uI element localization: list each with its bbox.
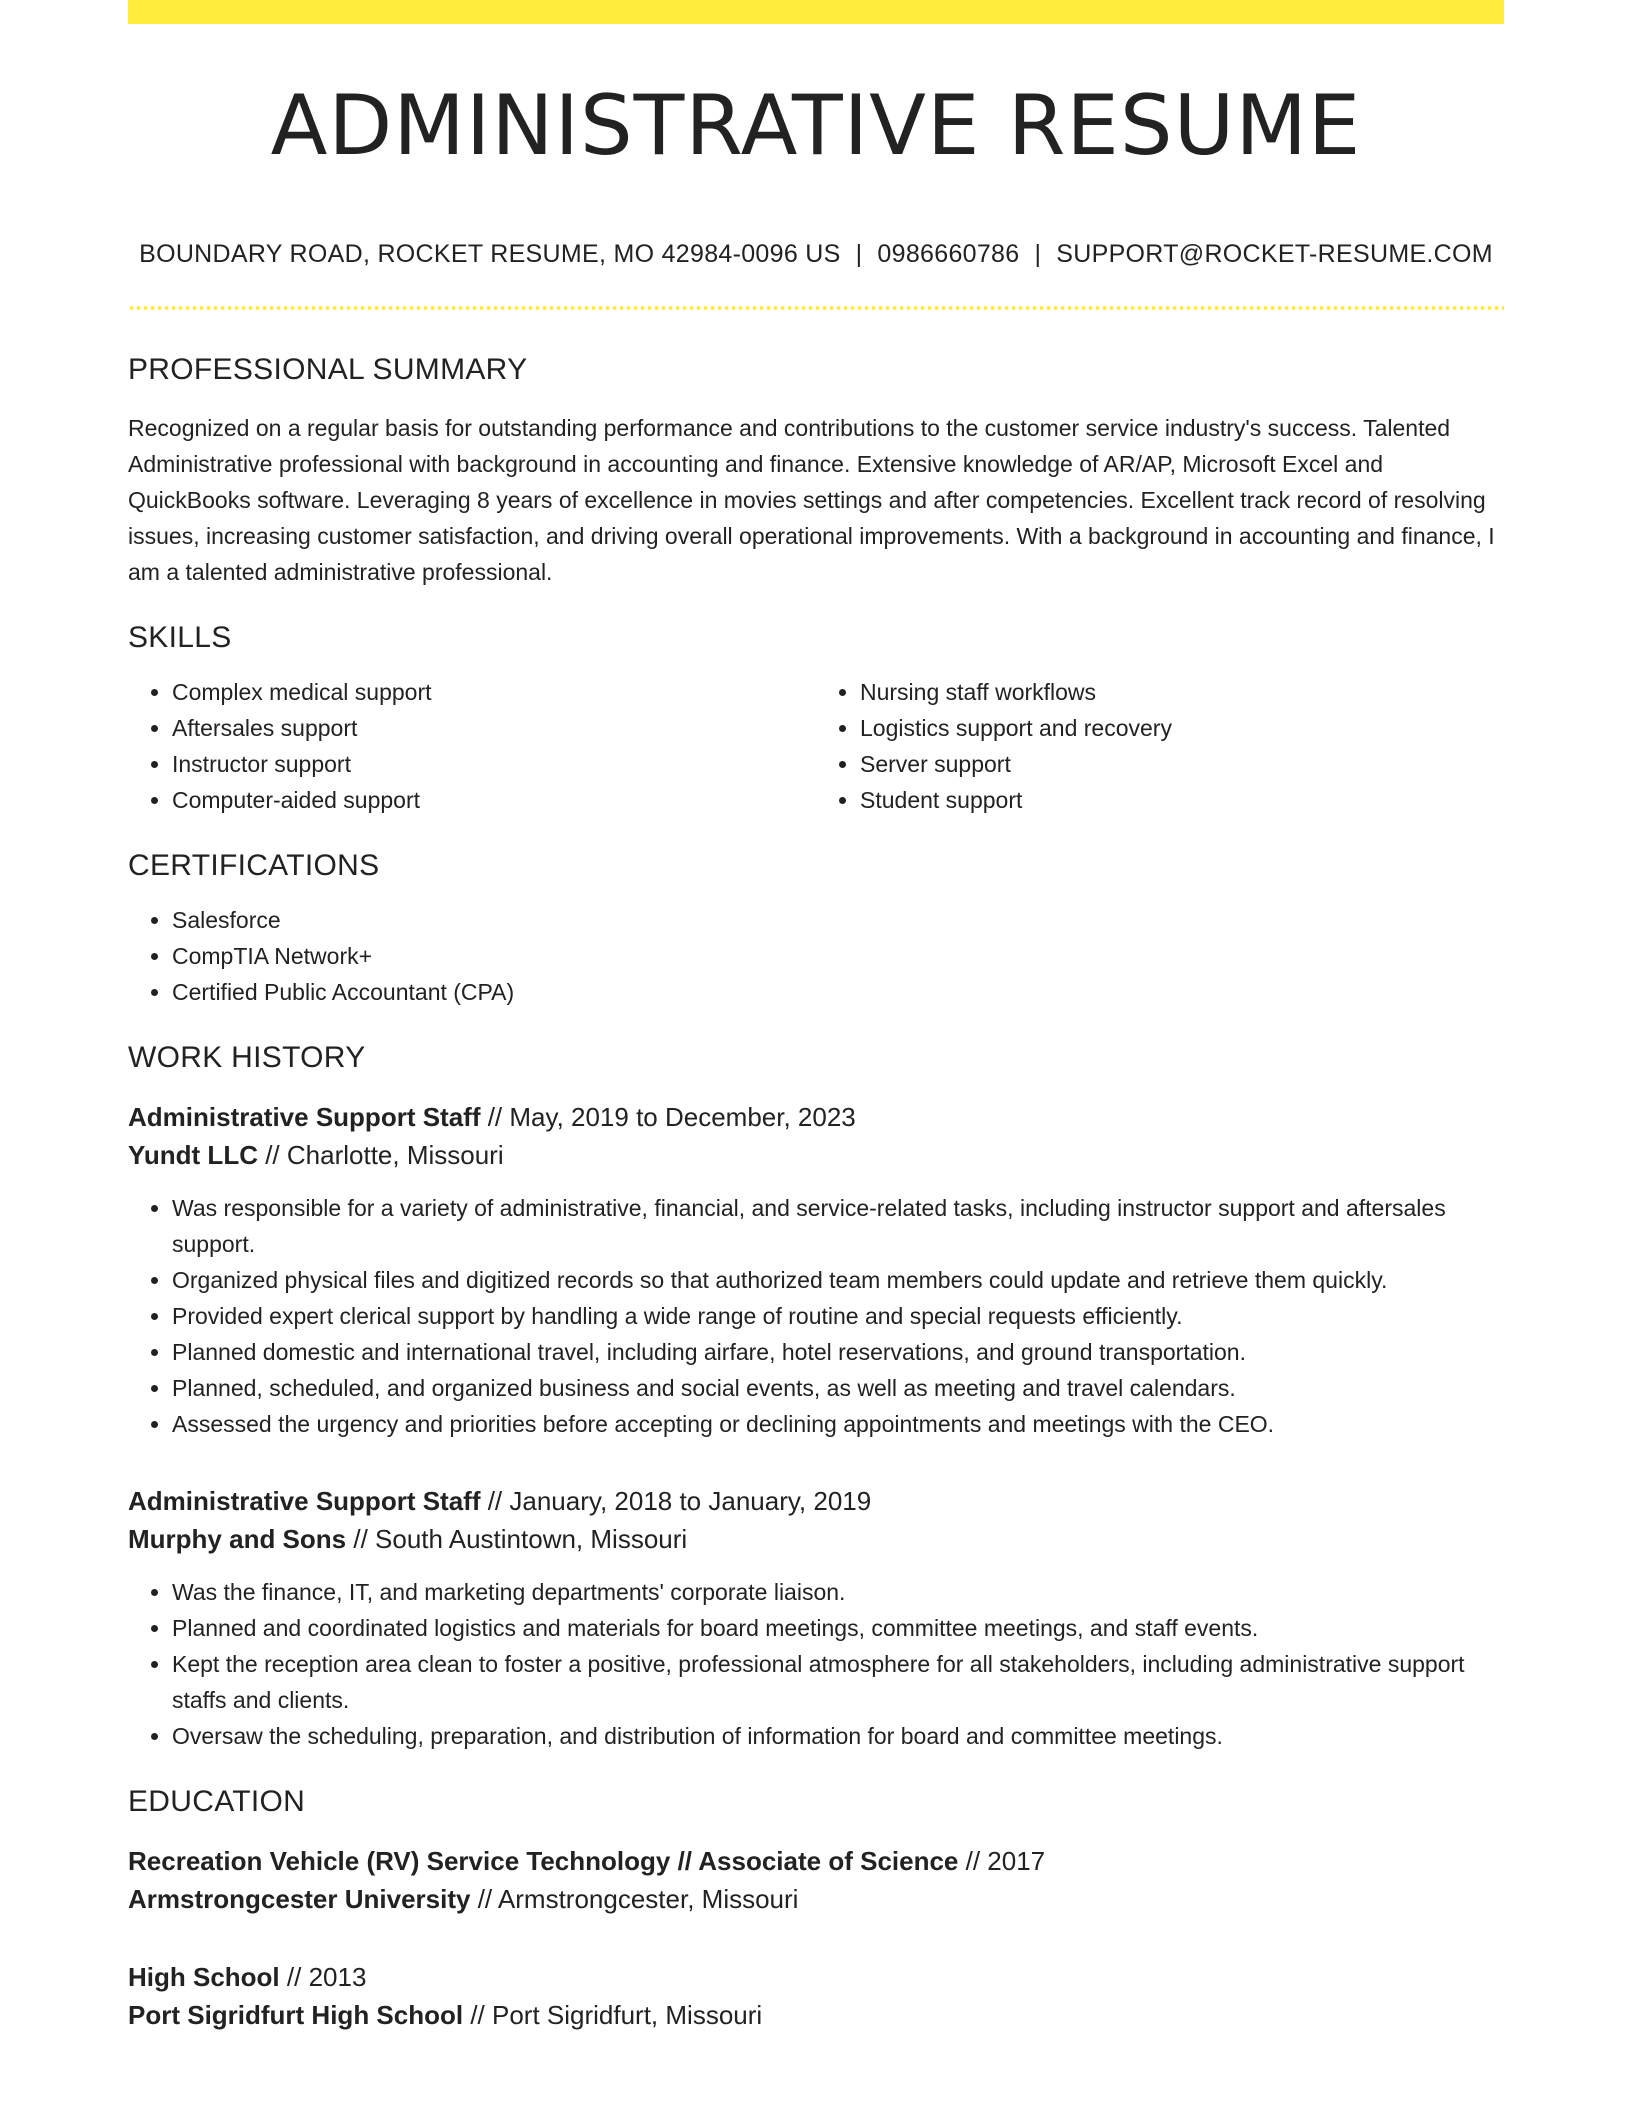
contact-line — [128, 240, 1504, 269]
certifications-list — [128, 902, 1504, 1010]
certification-item: • Salesforce — [172, 902, 1504, 938]
job-title-line — [128, 1482, 1504, 1520]
job-title: Administrative Support Staff — [128, 1486, 481, 1516]
education-year: // 2013 — [279, 1962, 367, 1992]
job-duty: • Kept the reception area clean to foster a positive, professional atmosphere for all stakeholders, including administrative support staffs and clients. — [172, 1646, 1504, 1718]
job-duties-list — [128, 1574, 1504, 1754]
job-company: Yundt LLC — [128, 1140, 258, 1170]
skill-item: • Student support — [860, 782, 1504, 818]
job-title-line — [128, 1098, 1504, 1136]
job-duty: • Assessed the urgency and priorities before accepting or declining appointments and meetings with the CEO. — [172, 1406, 1504, 1442]
job-location: // Charlotte, Missouri — [257, 1140, 504, 1170]
education-location: // Port Sigridfurt, Missouri — [463, 2000, 763, 2030]
skill-item: • Aftersales support — [172, 710, 816, 746]
education-entry — [128, 1842, 1504, 1918]
section-heading-work-history: WORK HISTORY — [128, 1041, 366, 1074]
skill-item: • Logistics support and recovery — [860, 710, 1504, 746]
education-entry — [128, 1958, 1504, 2034]
job-entry — [128, 1482, 1504, 1754]
job-duty: • Provided expert clerical support by handling a wide range of routine and special requests efficiently. — [172, 1298, 1504, 1334]
job-dates: // May, 2019 to December, 2023 — [480, 1102, 856, 1132]
skills-section — [128, 620, 1504, 818]
skill-item: • Complex medical support — [172, 674, 816, 710]
job-title: Administrative Support Staff — [128, 1102, 481, 1132]
contact-email: SUPPORT@ROCKET-RESUME.COM — [1056, 240, 1493, 268]
skills-list-right — [816, 674, 1504, 818]
job-duty: • Oversaw the scheduling, preparation, and distribution of information for board and committee meetings. — [172, 1718, 1504, 1754]
contact-separator: | — [1034, 240, 1042, 268]
section-heading-education: EDUCATION — [128, 1785, 306, 1818]
skills-list-left — [128, 674, 816, 818]
job-duty: • Was responsible for a variety of administrative, financial, and service-related tasks, including instructor support and aftersales support. — [172, 1190, 1504, 1262]
job-duty: • Planned and coordinated logistics and materials for board meetings, committee meetings, and staff events. — [172, 1610, 1504, 1646]
certifications-section — [128, 848, 1504, 1010]
section-heading-summary: PROFESSIONAL SUMMARY — [128, 353, 528, 386]
education-school: Port Sigridfurt High School — [128, 2000, 464, 2030]
education-school-line — [128, 1880, 1504, 1918]
job-duties-list — [128, 1190, 1504, 1442]
contact-address: BOUNDARY ROAD, ROCKET RESUME, MO 42984-0096 US — [139, 240, 841, 268]
skills-columns — [128, 674, 1504, 818]
section-heading-certifications: CERTIFICATIONS — [128, 849, 380, 882]
job-entry — [128, 1098, 1504, 1442]
dotted-divider — [128, 306, 1504, 310]
education-degree-line — [128, 1842, 1504, 1880]
education-degree: Recreation Vehicle (RV) Service Technology // Associate of Science — [128, 1846, 959, 1876]
education-degree-line — [128, 1958, 1504, 1996]
education-location: // Armstrongcester, Missouri — [470, 1884, 799, 1914]
job-company: Murphy and Sons — [128, 1524, 347, 1554]
resume-content — [128, 352, 1504, 2034]
education-school-line — [128, 1996, 1504, 2034]
contact-phone: 0986660786 — [877, 240, 1020, 268]
work-history-section — [128, 1040, 1504, 1754]
job-location: // South Austintown, Missouri — [346, 1524, 688, 1554]
page-title: ADMINISTRATIVE RESUME — [270, 77, 1362, 174]
skill-item: • Computer-aided support — [172, 782, 816, 818]
skill-item: • Instructor support — [172, 746, 816, 782]
job-duty: • Planned domestic and international travel, including airfare, hotel reservations, and ground transportation. — [172, 1334, 1504, 1370]
summary-section — [128, 352, 1504, 590]
job-company-line — [128, 1136, 1504, 1174]
certification-item: • Certified Public Accountant (CPA) — [172, 974, 1504, 1010]
job-duty: • Planned, scheduled, and organized business and social events, as well as meeting and travel calendars. — [172, 1370, 1504, 1406]
education-degree: High School — [128, 1962, 280, 1992]
job-dates: // January, 2018 to January, 2019 — [480, 1486, 872, 1516]
education-year: // 2017 — [958, 1846, 1046, 1876]
job-company-line — [128, 1520, 1504, 1558]
contact-separator: | — [855, 240, 863, 268]
certification-item: • CompTIA Network+ — [172, 938, 1504, 974]
education-school: Armstrongcester University — [128, 1884, 471, 1914]
job-duty: • Organized physical files and digitized records so that authorized team members could update and retrieve them quickly. — [172, 1262, 1504, 1298]
skill-item: • Nursing staff workflows — [860, 674, 1504, 710]
skill-item: • Server support — [860, 746, 1504, 782]
job-duty: • Was the finance, IT, and marketing departments' corporate liaison. — [172, 1574, 1504, 1610]
section-heading-skills: SKILLS — [128, 621, 232, 654]
accent-top-bar — [128, 0, 1504, 24]
summary-text: Recognized on a regular basis for outstanding performance and contributions to the customer service industry's success. Talented Administrative professional with background in accounting and finance. Extensive knowledge of AR/AP, Microsoft Excel and QuickBooks software. Leveraging 8 years of excellence in movies settings and after competencies. Excellent track record of resolving issues, increasing customer satisfaction, and driving overall operational improvements. With a background in accounting and finance, I am a talented administrative professional. — [128, 415, 1495, 585]
education-section — [128, 1784, 1504, 2034]
